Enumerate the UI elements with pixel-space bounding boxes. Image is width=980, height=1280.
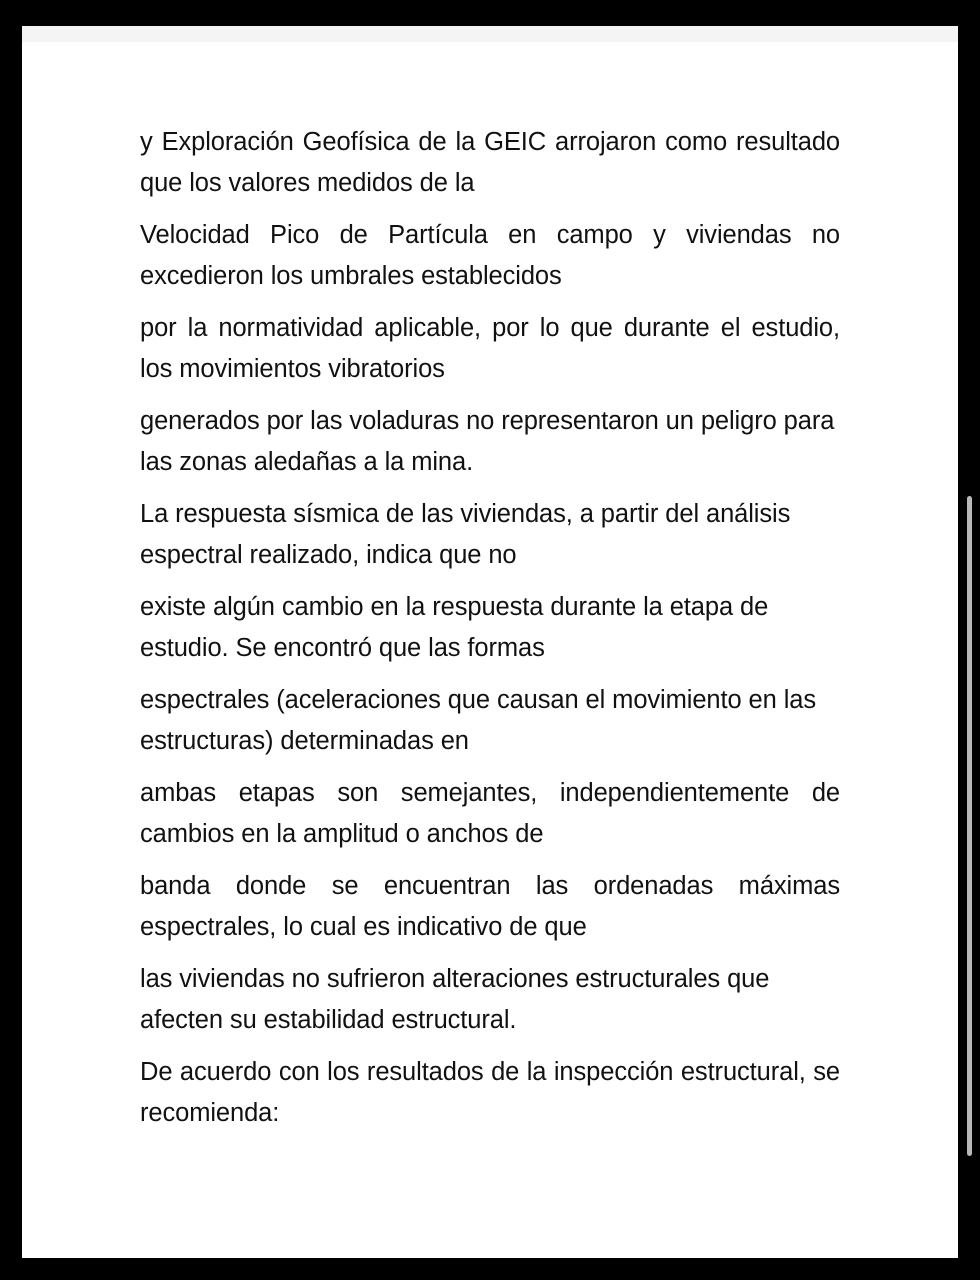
paragraph: y Exploración Geofísica de la GEIC arrojaron como resultado que los valores medidos de la xyxy=(140,128,840,197)
paragraph: existe algún cambio en la respuesta durante la etapa de estudio. Se encontró que las formas xyxy=(140,593,769,662)
paragraph: De acuerdo con los resultados de la inspección estructural, se recomienda: xyxy=(140,1058,840,1127)
document-page xyxy=(22,26,958,1258)
paragraph: las viviendas no sufrieron alteraciones estructurales que afecten su estabilidad estructural. xyxy=(140,965,770,1034)
paragraph: espectrales (aceleraciones que causan el movimiento en las estructuras) determinadas en xyxy=(140,686,816,755)
paragraph: por la normatividad aplicable, por lo que durante el estudio, los movimientos vibratorios xyxy=(140,314,840,383)
page-top-strip xyxy=(22,26,958,42)
paragraph: generados por las voladuras no representaron un peligro para las zonas aledañas a la mina. xyxy=(140,407,835,476)
paragraph: ambas etapas son semejantes, independientemente de cambios en la amplitud o anchos de xyxy=(140,779,840,848)
vertical-scrollbar-thumb[interactable] xyxy=(967,496,972,1156)
vertical-scrollbar-track[interactable] xyxy=(971,26,976,1258)
paragraph: banda donde se encuentran las ordenadas máximas espectrales, lo cual es indicativo de que xyxy=(140,872,840,941)
document-text-body xyxy=(140,122,840,1145)
paragraph: Velocidad Pico de Partícula en campo y viviendas no excedieron los umbrales establecidos xyxy=(140,221,840,290)
paragraph: La respuesta sísmica de las viviendas, a partir del análisis espectral realizado, indica que no xyxy=(140,500,791,569)
